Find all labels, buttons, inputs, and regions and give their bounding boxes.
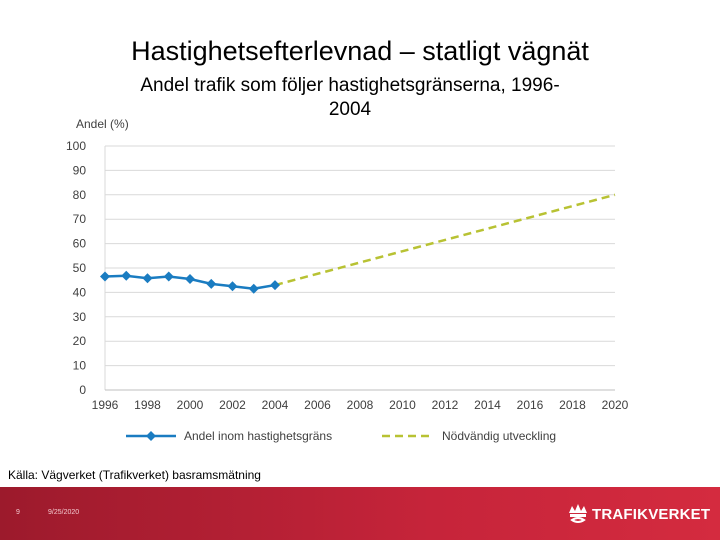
legend-marker-actual: [146, 431, 156, 441]
x-tick-label: 2002: [219, 398, 246, 412]
x-tick-label: 2020: [601, 398, 629, 412]
crown-icon: [566, 501, 590, 529]
chart-subtitle: Andel trafik som följer hastighetsgränserna, 1996-2004: [140, 75, 560, 120]
slide-number: 9: [16, 509, 20, 516]
x-tick-label: 1998: [134, 398, 161, 412]
x-tick-label: 2018: [559, 398, 586, 412]
y-tick-label: 40: [72, 285, 86, 300]
x-tick-label: 2010: [389, 398, 416, 412]
x-tick-label: 2000: [176, 398, 204, 412]
y-tick-label: 10: [72, 358, 86, 373]
x-tick-label: 2004: [261, 398, 289, 412]
y-tick-label: 60: [72, 236, 86, 251]
data-point: [100, 272, 110, 282]
y-tick-label: 20: [72, 334, 86, 349]
y-axis-label: Andel (%): [76, 117, 129, 131]
data-point: [270, 280, 280, 290]
x-tick-label: 2014: [474, 398, 501, 412]
trafikverket-logo: [566, 501, 716, 531]
x-tick-label: 2006: [304, 398, 331, 412]
data-point: [164, 272, 174, 282]
data-point: [143, 273, 153, 283]
legend-label-actual: Andel inom hastighetsgräns: [184, 429, 333, 443]
x-tick-label: 2008: [346, 398, 374, 412]
slide-title: Hastighetsefterlevnad – statligt vägnät: [131, 36, 589, 66]
footer-bar: [0, 487, 720, 540]
y-tick-label: 80: [72, 187, 86, 202]
x-tick-label: 2012: [431, 398, 459, 412]
y-tick-label: 0: [79, 383, 86, 397]
logo-text: TRAFIKVERKET: [592, 506, 711, 523]
data-point: [228, 281, 238, 291]
source-note: Källa: Vägverket (Trafikverket) basramsmätning: [8, 468, 261, 482]
slide-date: 9/25/2020: [48, 509, 80, 516]
y-tick-label: 70: [72, 212, 86, 227]
x-tick-label: 2016: [516, 398, 544, 412]
y-tick-label: 90: [72, 163, 86, 178]
data-point: [206, 279, 216, 289]
x-tick-label: 1996: [91, 398, 119, 412]
series-line-target: [275, 195, 615, 285]
data-point: [185, 274, 195, 284]
y-tick-label: 50: [72, 261, 86, 275]
legend-label-target: Nödvändig utveckling: [442, 429, 557, 443]
y-tick-label: 100: [65, 139, 86, 153]
data-point: [121, 271, 131, 281]
y-tick-label: 30: [72, 309, 86, 324]
